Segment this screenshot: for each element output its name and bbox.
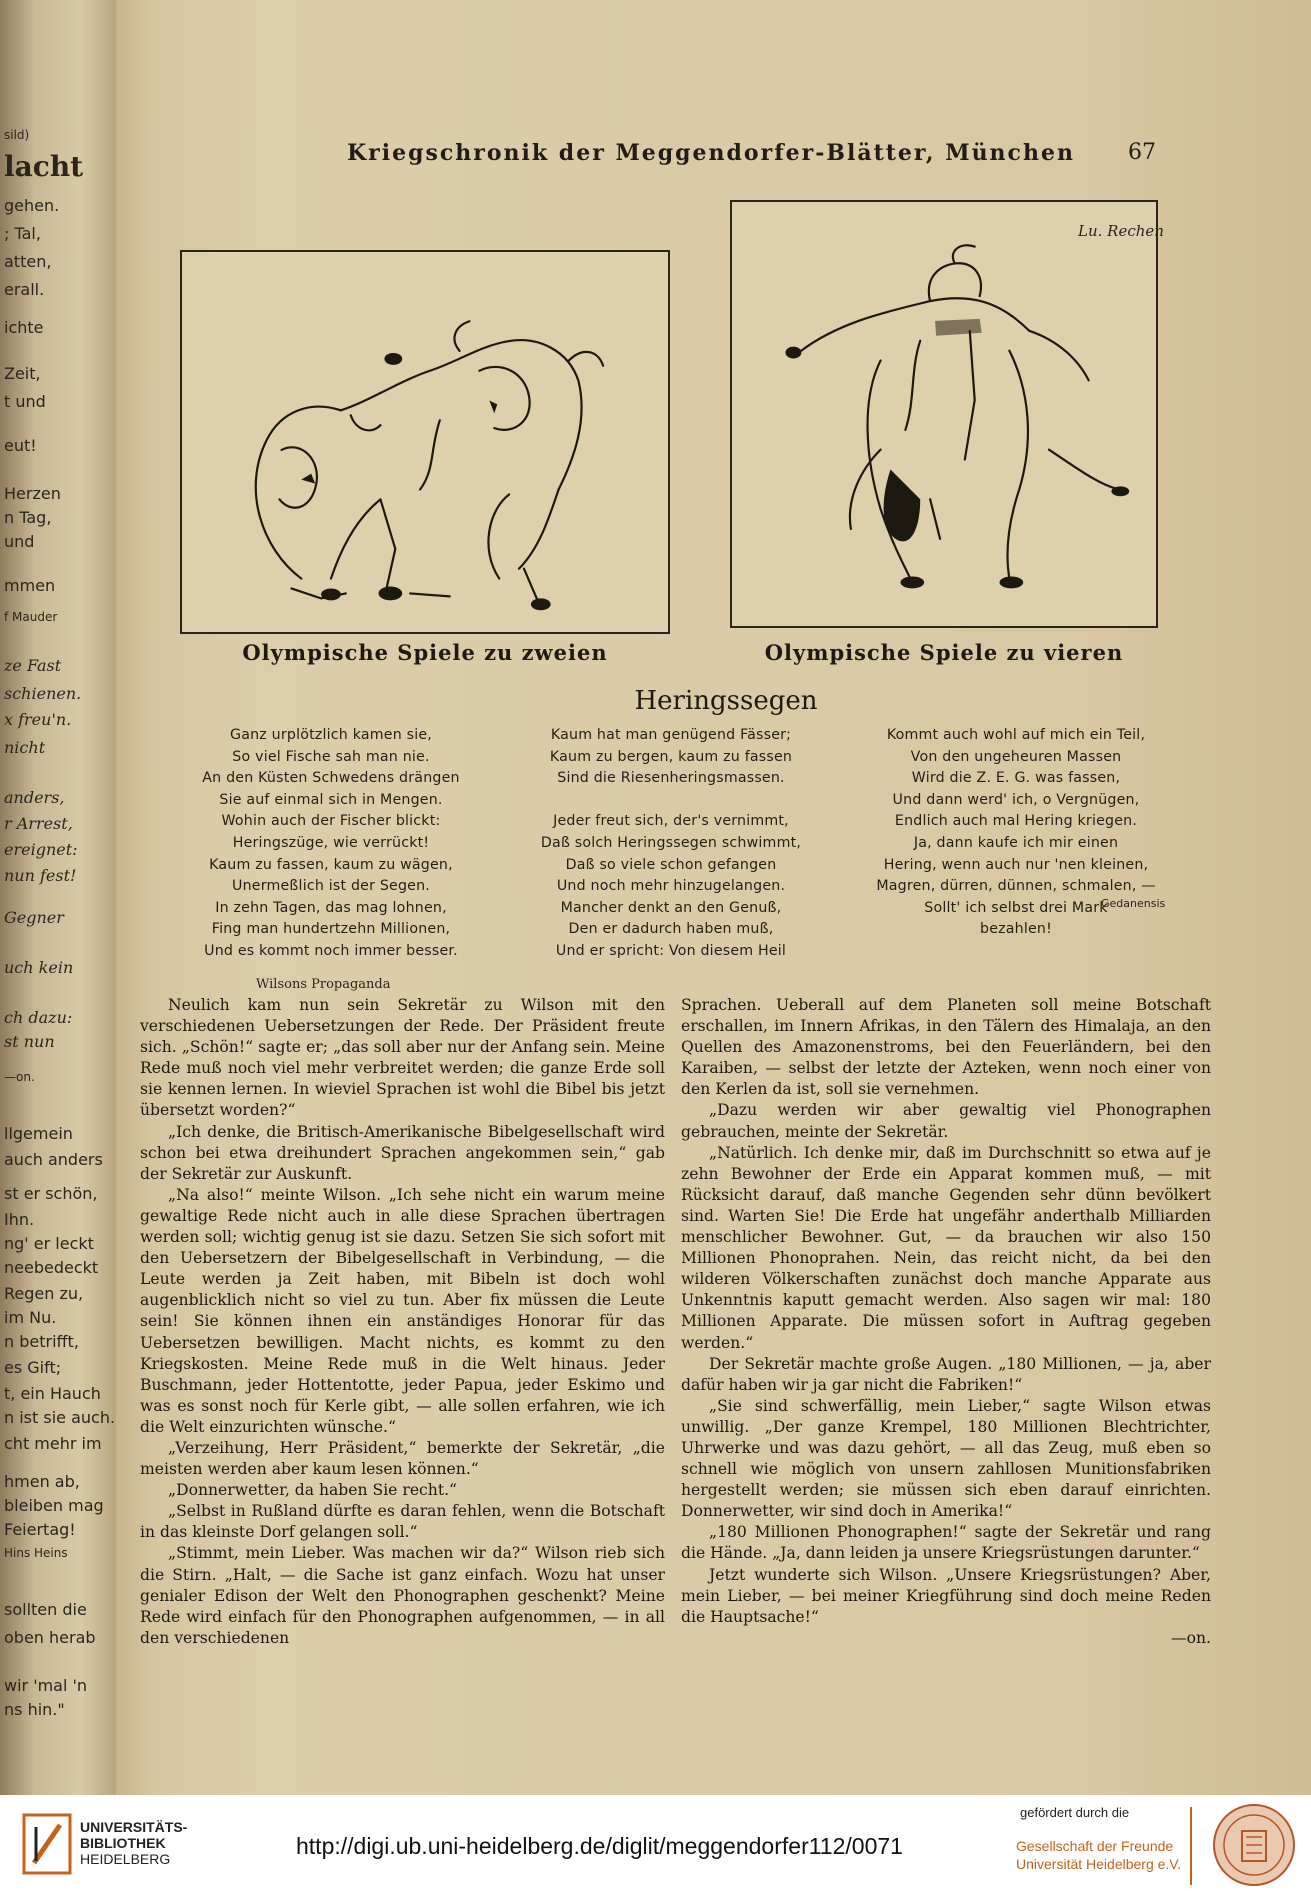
library-logo-icon (22, 1813, 72, 1875)
poem-line: Ja, dann kaufe ich mir einen (913, 834, 1119, 851)
illustration-right (730, 200, 1158, 628)
left-page-text-fragment: x freu'n. (4, 710, 72, 729)
left-page-text-fragment: nun fest! (4, 866, 77, 885)
left-page-text-fragment: t und (4, 392, 46, 411)
poem-line: Kaum zu bergen, kaum zu fassen (549, 748, 793, 765)
poem-line: Heringszüge, wie verrückt! (232, 834, 430, 851)
poem-line: Kaum zu fassen, kaum zu wägen, (209, 856, 453, 873)
left-page-text-fragment: nicht (4, 738, 46, 757)
poem-line: bezahlen! (979, 921, 1053, 938)
poem-column-2 (516, 725, 826, 963)
poem-line: Daß so viele schon gefangen (565, 856, 777, 873)
left-page-text-fragment: n ist sie auch. (4, 1408, 116, 1427)
article-signature: —on. (1171, 1628, 1211, 1647)
left-page-text-fragment: Feiertag! (4, 1520, 76, 1539)
poem-line: Kaum hat man genügend Fässer; (550, 727, 792, 743)
sponsor-label: gefördert durch die (1020, 1805, 1130, 1820)
illustrator-signature: Lu. Rechen (1078, 222, 1164, 240)
article-paragraph: Jetzt wunderte sich Wilson. „Unsere Kriegsrüstungen? Aber, mein Lieber, — bei meiner Kriegführung sind doch meine Reden die Hauptsache!“ (681, 1565, 1211, 1626)
poem-line: Sind die Riesenheringsmassen. (557, 770, 785, 787)
caption-right: Olympische Spiele zu vieren (764, 640, 1124, 665)
left-page-text-fragment: uch kein (4, 958, 74, 977)
page-number: 67 (1128, 140, 1156, 165)
poem-line: Daß solch Heringssegen schwimmt, (540, 834, 802, 851)
left-page-text-fragment: eut! (4, 436, 37, 455)
poem-line: In zehn Tagen, das mag lohnen, (215, 899, 447, 916)
poem-line: Wohin auch der Fischer blickt: (221, 813, 441, 830)
poem-line: Endlich auch mal Hering kriegen. (894, 813, 1138, 830)
left-page-text-fragment: neebedeckt (4, 1258, 99, 1277)
left-page-text-fragment: im Nu. (4, 1308, 57, 1327)
article-paragraph: „Na also!“ meinte Wilson. „Ich sehe nicht ein warum meine gewaltige Rede nicht auch in alle diese Sprachen übertragen werden soll; wichtig genug ist sie dazu. Setzen Sie sich sofort mit den Uebersetzern der Bibelgesellschaft in Verbindung, — die Leute werden ja Zeit haben, mit Bibeln ist doch wohl augenblicklich nicht so viel zu tun. Aber fix müssen die Leute sein! Sie können ihnen ein anständiges Honorar für das Uebersetzen bewilligen. Macht nichts, es kommt zu den Kriegskosten. Meine Rede muß in die Welt hinaus. Jeder Buschmann, jeder Hottentotte, jeder Papua, jeder Eskimo und was es sonst noch für Kerle gibt, — alle sollen erfahren, wie ich die Welt einzurichten wünsche.“ (140, 1185, 665, 1436)
article-paragraph: Der Sekretär machte große Augen. „180 Millionen, — ja, aber dafür haben wir ja gar nicht die Fabriken!“ (681, 1354, 1211, 1394)
article-paragraph: „Dazu werden wir aber gewaltig viel Phonographen gebrauchen, meinte der Sekretär. (681, 1101, 1211, 1141)
article-paragraph: „Ich denke, die Britisch-Amerikanische Bibelgesellschaft wird schon bei etwa dreihundert Sprachen angekommen sein,“ gab der Sekretär zur Auskunft. (140, 1122, 665, 1183)
left-page-text-fragment: anders, (4, 788, 65, 807)
article-column-left (140, 995, 665, 1649)
permalink-url[interactable]: http://digi.ub.uni-heidelberg.de/diglit/meggendorfer112/0071 (296, 1833, 903, 1859)
left-page-text-fragment: Zeit, (4, 364, 41, 383)
left-page-text-fragment: st nun (4, 1032, 55, 1051)
left-page-text-fragment: und (4, 532, 35, 551)
article-paragraph: „Stimmt, mein Lieber. Was machen wir da?“ Wilson rieb sich die Stirn. „Halt, — die Sache ist ganz einfach. Wozu hat unser genialer Edison der Welt den Phonographen geschenkt? Meine Rede wird einfach für den Phonographen aufgenommen, — in all den verschiedenen (140, 1544, 665, 1647)
poem-line: Magren, dürren, dünnen, schmalen, — (876, 878, 1156, 895)
poem-line: An den Küsten Schwedens drängen (202, 770, 460, 787)
left-page-text-fragment: schienen. (4, 684, 82, 703)
article-paragraph: „Donnerwetter, da haben Sie recht.“ (168, 1481, 458, 1500)
left-page-text-fragment: ch dazu: (4, 1008, 73, 1027)
poem-line: Jeder freut sich, der's vernimmt, (553, 813, 789, 830)
left-page-text-fragment: st er schön, (4, 1184, 98, 1203)
left-page-text-fragment: atten, (4, 252, 52, 271)
poem-line: Hering, wenn auch nur 'nen kleinen, (883, 856, 1149, 873)
sponsor-divider (1190, 1807, 1192, 1885)
running-title: Kriegschronik der Meggendorfer-Blätter, München (347, 140, 1075, 166)
left-page-text-fragment: gehen. (4, 196, 60, 215)
left-page-text-fragment: cht mehr im (4, 1434, 102, 1453)
left-page-text-fragment: t, ein Hauch (4, 1384, 101, 1403)
poem-line: Fing man hundertzehn Millionen, (211, 921, 451, 938)
poem-line (516, 790, 826, 812)
poem-line: Sie auf einmal sich in Mengen. (219, 791, 443, 808)
sponsor-name: Gesellschaft der Freunde Universität Heidelberg e.V. (1016, 1838, 1182, 1872)
poem-line: Und er spricht: Von diesem Heil (555, 942, 787, 959)
left-page-text-fragment: hmen ab, (4, 1472, 80, 1491)
left-page-text-fragment: Ihn. (4, 1210, 35, 1229)
article-paragraph: „Sie sind schwerfällig, mein Lieber,“ sagte Wilson etwas unwillig. „Der ganze Krempel, 180 Millionen Blechtrichter, Uhrwerke und was dazu gehört, — all das Zeug, muß eben so schnell wie möglich von unsern zahllosen Munitionsfabriken hergestellt werden; sie müssen sich eben darauf einrichten. Donnerwetter, wir sind doch in Amerika!“ (681, 1396, 1211, 1521)
library-name: UNIVERSITÄTS- BIBLIOTHEK HEIDELBERG (80, 1819, 188, 1867)
left-page-text-fragment: n betrifft, (4, 1332, 79, 1351)
left-page-text-fragment: ng' er leckt (4, 1234, 94, 1253)
article-paragraph: „Natürlich. Ich denke mir, daß im Durchschnitt so etwa auf je zehn Bewohner der Erde ein Apparat kommen muß, — mit Rücksicht darauf, daß manche Gegenden sehr dünn bevölkert sind. Warten Sie! Die Erde hat ungefähr anderthalb Milliarden menschlicher Bewohner. Gut, — da brauchen wir also 150 Millionen Phonoprahen. Nein, das reicht nicht, da bei den wilderen Völkerschaften zunächst doch manche Apparate aus Unkenntnis kaputt gemacht werden. Also sagen wir mal: 180 Millionen Apparate. Die müssen sofort in Auftrag gegeben werden.“ (681, 1143, 1211, 1352)
left-page-text-fragment: mmen (4, 576, 56, 595)
dancers-drawing-right (732, 202, 1156, 626)
poem-line: Mancher denkt an den Genuß, (560, 899, 782, 916)
dancers-drawing-left (182, 252, 668, 632)
left-page-text-fragment: bleiben mag (4, 1496, 104, 1515)
left-page-text-fragment: auch anders (4, 1150, 103, 1169)
left-page-text-fragment: r Arrest, (4, 814, 73, 833)
article-paragraph: „180 Millionen Phonographen!“ sagte der Sekretär und rang die Hände. „Ja, dann leiden ja unsere Kriegsrüstungen darunter.“ (681, 1523, 1211, 1563)
left-page-text-fragment: ereignet: (4, 840, 78, 859)
poem-title: Heringssegen (634, 686, 818, 716)
left-page-fragment (0, 0, 116, 1795)
poem-line: Kommt auch wohl auf mich ein Teil, (886, 727, 1146, 743)
left-page-text-fragment: n Tag, (4, 508, 52, 527)
left-page-text-fragment: sild) (4, 128, 30, 142)
left-page-text-fragment: es Gift; (4, 1358, 62, 1377)
university-seal-icon (1212, 1803, 1296, 1887)
poem-line: Und es kommt noch immer besser. (204, 942, 458, 959)
poem-line: Und noch mehr hinzugelangen. (556, 878, 786, 895)
caption-left: Olympische Spiele zu zweien (242, 640, 608, 665)
left-page-text-fragment: —on. (4, 1070, 35, 1084)
poem-author: Gedanensis (1101, 897, 1166, 910)
left-page-text-fragment: ; Tal, (4, 224, 41, 243)
poem-line: Wird die Z. E. G. was fassen, (911, 770, 1121, 787)
poem-line: Sollt' ich selbst drei Mark (924, 899, 1108, 916)
article-paragraph: Sprachen. Ueberall auf dem Planeten soll meine Botschaft erschallen, im Innern Afrikas, in den Tälern des Himalaja, an den Quellen des Amazonenstroms, bei den Feuerländern, bei den Karaiben, — selbst der letzte der Azteken, wenn noch einer von den Kerlen da ist, soll sie vernehmen. (681, 996, 1211, 1099)
poem-line: Unermeßlich ist der Segen. (231, 878, 430, 895)
left-page-text-fragment: Regen zu, (4, 1284, 84, 1303)
left-page-text-fragment: ns hin." (4, 1700, 65, 1719)
left-page-text-fragment: ichte (4, 318, 44, 337)
left-page-text-fragment: ze Fast (4, 656, 62, 675)
poem-line: Ganz urplötzlich kamen sie, (230, 727, 432, 743)
viewer-footer (0, 1795, 1311, 1895)
left-page-text-fragment: llgemein (4, 1124, 73, 1143)
magazine-page (116, 0, 1311, 1795)
article-paragraph: Neulich kam nun sein Sekretär zu Wilson mit den verschiedenen Uebersetzungen der Rede. Der Präsident freute sich. „Schön!“ sagte er; „das soll aber nur der Anfang sein. Meine Rede muß noch viel mehr verbreitet werden; die ganze Erde soll sie kennen lernen. In wieviel Sprachen ist wohl die Bibel bis jetzt übersetzt worden?“ (140, 996, 665, 1120)
article-heading: Wilsons Propaganda (256, 977, 391, 992)
poem-line: Den er dadurch haben muß, (568, 921, 774, 938)
illustration-left (180, 250, 670, 634)
left-page-text-fragment: erall. (4, 280, 45, 299)
poem-column-1 (186, 725, 476, 963)
left-page-text-fragment: Herzen (4, 484, 61, 503)
left-page-text-fragment: sollten die (4, 1600, 87, 1619)
poem-line: Von den ungeheuren Massen (910, 748, 1122, 765)
poem-line: Und dann werd' ich, o Vergnügen, (892, 791, 1140, 808)
left-page-text-fragment: f Mauder (4, 610, 58, 624)
poem-line: So viel Fische sah man nie. (232, 748, 430, 765)
left-page-text-fragment: lacht (4, 150, 84, 183)
left-page-text-fragment: Hins Heins (4, 1546, 68, 1560)
left-page-text-fragment: wir 'mal 'n (4, 1676, 88, 1695)
article-paragraph: „Selbst in Rußland dürfte es daran fehlen, wenn die Botschaft in das kleinste Dorf gelangen soll.“ (140, 1502, 665, 1542)
left-page-text-fragment: Gegner (4, 908, 64, 927)
left-page-text-fragment: oben herab (4, 1628, 96, 1647)
article-column-right (681, 995, 1211, 1649)
article-paragraph: „Verzeihung, Herr Präsident,“ bemerkte der Sekretär, „die meisten werden aber kaum lesen können.“ (140, 1438, 665, 1479)
